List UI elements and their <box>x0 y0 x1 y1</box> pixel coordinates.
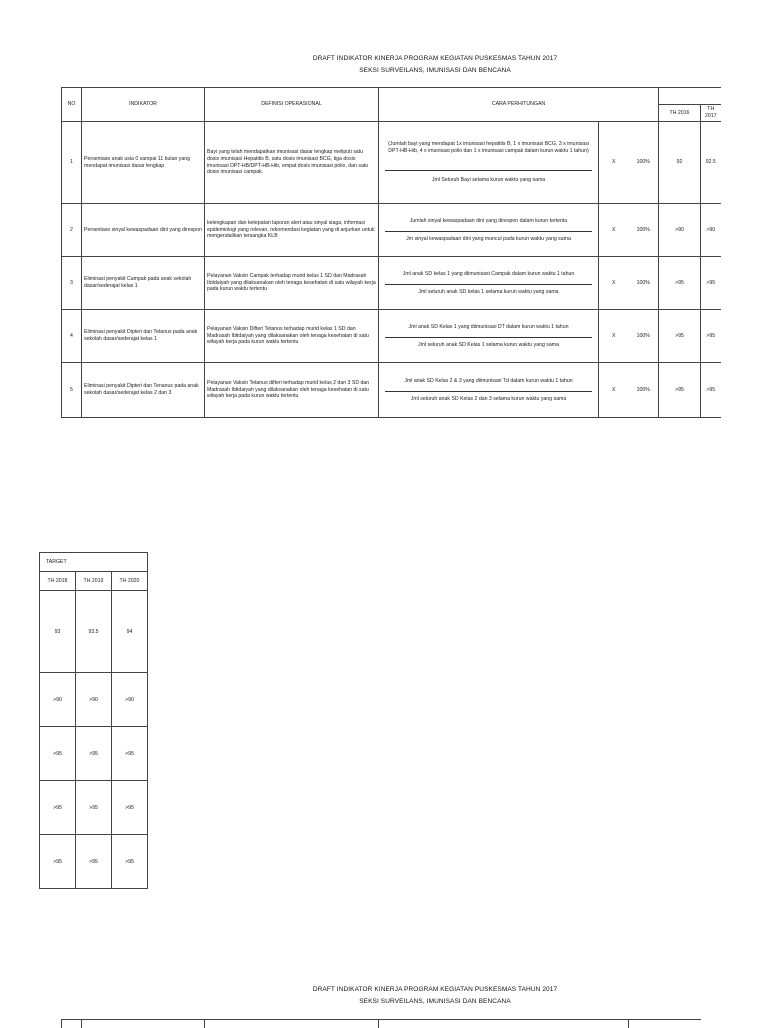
row-formula <box>379 122 599 204</box>
target-cell: 94 <box>112 591 148 673</box>
target-table <box>39 552 148 889</box>
multiply-sign: X <box>599 122 629 204</box>
target-row <box>40 835 148 889</box>
header-th2017: TH 2017 <box>701 105 721 122</box>
table-row <box>62 257 721 310</box>
target-cell: >95 <box>76 727 112 781</box>
target-cell: >95 <box>76 835 112 889</box>
target-header-th2018: TH 2018 <box>40 572 76 591</box>
target-cell: 93.5 <box>76 591 112 673</box>
target-row <box>40 591 148 673</box>
formula-denominator: Jml seluruh anak SD Kelas 1 selama kurun waktu yang sama <box>418 341 559 348</box>
header-th2016: TH 2016 <box>659 105 701 122</box>
next-page-title: DRAFT INDIKATOR KINERJA PROGRAM KEGIATAN PUSKESMAS TAHUN 2017 <box>312 986 558 993</box>
percent-value: 100% <box>629 363 659 418</box>
target-cell: >95 <box>112 727 148 781</box>
percent-value: 100% <box>629 204 659 257</box>
row-no: 2 <box>62 204 82 257</box>
percent-value: 100% <box>629 310 659 363</box>
row-th2016: >95 <box>659 363 701 418</box>
multiply-sign: X <box>599 310 629 363</box>
row-definisi: Pelayanan Vaksin Tetanus difteri terhadap murid kelas 2 dan 3 SD dan Madrasah Ibtidaiyah yang dilaksanakan oleh tenaga kesehatan di satu wilayah kerja pada kurun waktu tertentu <box>205 363 379 418</box>
target-label: TARGET <box>40 553 148 572</box>
multiply-sign: X <box>599 204 629 257</box>
row-th2016: 92 <box>659 122 701 204</box>
row-th2017: >95 <box>701 363 721 418</box>
multiply-sign: X <box>599 363 629 418</box>
row-no: 1 <box>62 122 82 204</box>
percent-value: 100% <box>629 122 659 204</box>
formula-denominator: Jml seluruh anak SD Kelas 2 dan 3 selama kurun waktu yang sama <box>410 395 567 402</box>
table-row <box>62 204 721 257</box>
table-row <box>62 363 721 418</box>
page-title: DRAFT INDIKATOR KINERJA PROGRAM KEGIATAN PUSKESMAS TAHUN 2017 <box>312 55 558 62</box>
row-th2017: >90 <box>701 204 721 257</box>
row-formula <box>379 363 599 418</box>
row-definisi: Pelayanan Vaksin Difteri Tetanus terhadap murid kelas 1 SD dan Madrasah Ibtidaiyah yang dilaksanakan oleh tenaga kesehatan di satu wilayah kerja pada kurun waktu tertentu <box>205 310 379 363</box>
row-th2017: 92.5 <box>701 122 721 204</box>
formula-numerator: Jml anak SD Kelas 1 yang diimunisasi DT dalam kurun waktu 1 tahun <box>408 323 569 330</box>
page-subtitle: SEKSI SURVEILANS, IMUNISASI DAN BENCANA <box>359 67 511 74</box>
target-header-th2019: TH 2019 <box>76 572 112 591</box>
row-no: 4 <box>62 310 82 363</box>
formula-denominator: Jml Seluruh Bayi selama kurun waktu yang sama <box>431 177 546 184</box>
row-th2016: >95 <box>659 310 701 363</box>
target-cell: >90 <box>112 673 148 727</box>
table-row <box>62 310 721 363</box>
target-row <box>40 673 148 727</box>
fraction-line <box>385 170 592 171</box>
target-cell: >95 <box>112 781 148 835</box>
header-target-blank <box>659 88 721 105</box>
target-cell: >95 <box>76 781 112 835</box>
row-th2017: >95 <box>701 310 721 363</box>
row-th2016: >95 <box>659 257 701 310</box>
row-indikator: Eliminasi penyakit Campak pada anak sekolah dasar/sederajat kelas 1 <box>82 257 205 310</box>
fraction-line <box>385 337 592 338</box>
row-indikator: Persentase anak usia 0 sampai 11 bulan yang mendapat imunisasi dasar lengkap <box>82 122 205 204</box>
fraction-line <box>385 284 592 285</box>
target-cell: 93 <box>40 591 76 673</box>
row-th2017: >95 <box>701 257 721 310</box>
header-definisi: DEFINISI OPERASIONAL <box>205 88 379 122</box>
formula-denominator: Jm sinyal kewaspadaan dini yang muncul pada kurun waktu yang sama <box>406 235 571 242</box>
target-cell: >95 <box>40 781 76 835</box>
next-page-subtitle: SEKSI SURVEILANS, IMUNISASI DAN BENCANA <box>359 998 511 1005</box>
multiply-sign: X <box>599 257 629 310</box>
row-no: 3 <box>62 257 82 310</box>
target-cell: >90 <box>76 673 112 727</box>
row-indikator: Persentase sinyal kewaspadaan dini yang direspon <box>82 204 205 257</box>
row-indikator: Eliminasi penyakit Dipteri dan Tetanus pada anak sekolah dasar/sederajat kelas 1 <box>82 310 205 363</box>
row-formula <box>379 310 599 363</box>
target-cell: >95 <box>112 835 148 889</box>
indicator-table <box>61 87 721 418</box>
formula-numerator: Jml anak SD kelas 1 yang diimunisasi Campak dalam kurun waktu 1 tahun <box>402 270 575 277</box>
header-cara-perhitungan: CARA PERHITUNGAN <box>379 88 659 122</box>
target-cell: >95 <box>40 835 76 889</box>
row-no: 5 <box>62 363 82 418</box>
target-row <box>40 781 148 835</box>
table-row <box>62 122 721 204</box>
header-no: NO <box>62 88 82 122</box>
target-header-th2020: TH 2020 <box>112 572 148 591</box>
row-formula <box>379 204 599 257</box>
percent-value: 100% <box>629 257 659 310</box>
row-definisi: Pelayanan Vaksin Campak terhadap murid kelas 1 SD dan Madrasah Ibtidaiyah yang dilaksanakan oleh tenaga kesehatan di satu wilayah kerja pada kurun waktu tertentu <box>205 257 379 310</box>
row-definisi: Bayi yang telah mendapatkan imunisasi dasar lengkap meliputi satu dosis imunisasi Hepatitis B, satu dosis imunisasi BCG, tiga dosis imunisasi DPT-HB/DPT-HB-Hib, empat dosis imunisasi polio, dan satu dosis imunisasi campak. <box>205 122 379 204</box>
row-indikator: Eliminasi penyakit Dipteri dan Tenanus pada anak sekolah dasar/sederajat kelas 2 dan 3 <box>82 363 205 418</box>
formula-numerator: Jumlah sinyal kewaspadaan dini yang direspon dalam kurun tertentu <box>409 217 568 224</box>
target-cell: >95 <box>40 727 76 781</box>
header-indikator: INDIKATOR <box>82 88 205 122</box>
fraction-line <box>385 231 592 232</box>
target-cell: >90 <box>40 673 76 727</box>
fraction-line <box>385 391 592 392</box>
row-th2016: >90 <box>659 204 701 257</box>
formula-numerator: (Jumlah bayi yang mendapat 1x imunisasi hepatitis B, 1 x imunisasi BCG, 3 x imunisasi DPT-HB-Hib, 4 x imunisasi polio dan 1 x imunisasi campak dalam kurun waktu 1 tahun) <box>388 140 589 154</box>
formula-denominator: Jml seluruh anak SD kelas 1 selama kurun waktu yang sama <box>418 288 559 295</box>
row-formula <box>379 257 599 310</box>
row-definisi: kelengkapan dan ketepatan laporan alert atau sinyal siaga, informasi epidemiologi yang relevan, rekomendasi kegiatan yang di anjurkan untuk mengendalikan tersangka KLB <box>205 204 379 257</box>
target-row <box>40 727 148 781</box>
formula-numerator: Jml anak SD Kelas 2 & 3 yang diimunisasi Td dalam kurun waktu 1 tahun <box>404 377 573 384</box>
